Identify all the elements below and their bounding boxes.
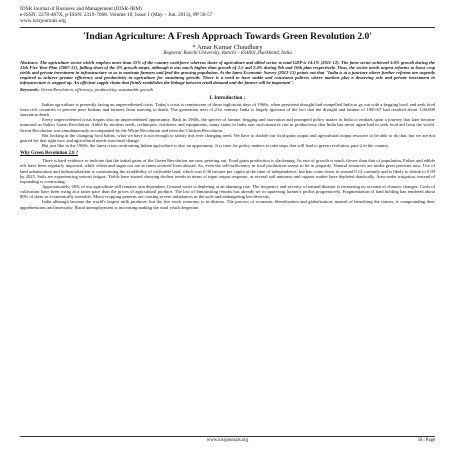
- keywords-text: Green Revolution, efficiency, productivity, sustainable growth: [40, 86, 153, 92]
- paper-title: 'Indian Agriculture: A Fresh Approach Towards Green Revolution 2.0': [82, 30, 372, 42]
- section-heading-introduction: I. Introduction :: [209, 94, 246, 101]
- keywords: [20, 87, 435, 92]
- abstract-text: The agriculture sector which employs more than 55% of the country workforce whereas share of agriculture and allied sector to total GDP is 14.1% (2011-12). The farm sector achieved 3.6% growth during the 11th Five Year Plan (2007-12), falling short of the 4% growth target, although it was much higher than growth of 2.5 and 2.4% during 9th and 10th plan respectively. Thus, the sector needs urgent reforms to boost crop yields and private investment in infrastructure so as to motivate farmers and feed the growing population. At the latest Economic Survey (2012-13) points out that "India is at a juncture where further reforms are urgently required to achieve greater efficiency and productivity in agriculture for sustaining growth. There is a need to have stable and consistent policies where markets play a deserving role and private investment in infrastructure is stepped up. An efficient supply chain that firmly establishes the linkage between retail demand and the farmer will be important".: [20, 59, 435, 86]
- abstract-label: Abstract:: [20, 59, 39, 65]
- intro-paragraph: Indian agriculture is presently facing an unprecedented crisis. Today's crisis is reminiscent of those inglorious days of 1960s, when persistent drought had compelled India to go out with a begging bowl and seek food from rich countries to prevent poor Indians and farmers from starving to death. The generation next of 21st century, India is largely ignorant of the fact that the drought and famine of 1965-67 had resulted about 1,00,000 starvation death.: [20, 101, 435, 118]
- footer-website[interactable]: www.iosrjournals.org: [206, 438, 249, 443]
- keywords-label: Keywords:: [20, 86, 40, 92]
- header-divider: [20, 27, 435, 28]
- journal-website[interactable]: www.iosrjournals.org: [20, 18, 66, 25]
- journal-name: IOSR Journal of Business and Management (IOSR-JBM): [20, 6, 142, 12]
- intro-paragraph: But looking at the changing food habits, what we have is not enough to satisfy this ever changing need. We have to double our food grain output and agricultural output resource to be able to do that, but we are not geared for that right now and agricultural needs structural change.: [20, 132, 435, 143]
- issn-line: e-ISSN: 2278-487X, p-ISSN: 2319-7668. Volume 10, Issue 1 (May. - Jun. 2013), PP 50-57: [20, 12, 213, 19]
- abstract: [20, 60, 435, 86]
- author-affiliation: Registrar Ranchi University, Ranchi – 834001,Jharkhand, India: [163, 50, 292, 56]
- why-paragraph: There is hard evidence to indicate that the initial gains of the Green Revolution are now petering out. Food grain production is slackening. Its rate of growth is much slower than that of population. Pulses and edible oils have been regularly imported, while wheat and sugar too are at times sourced from abroad. So, even the self-sufficiency in food production seems to be in jeopardy. Natural resources are under great pressure now. Use of land urbanization and industrialization is constraining the availability of cultivable land, which was 0.36 hectare per capita at the time of independence, but has come down to around 0.12 currently and is likely to shrink to 0.09 by 2025. Soils are experiencing serious fatigue. Yields have started showing decline trends in terms of input output response, as several soil nutrients and organic matter have depleted drastically. Area under irrigation, instead of expanding is contracting.: [20, 158, 435, 184]
- intro-paragraph: Every unprecedented crisis begins also an unprecedented opportunity. Back in 1960s, the specter of famine, begging and starvation and prompted policy maker in India to embark upon a journey that later became immortal as India's Green Revolution. Aided by modern seeds, techniques, fertilizers and equipments, many states in India saw such massive rise in productivity that India has never again had to seek food aid from the world. Green Revolution was simultaneously accompanied by the White Revolution and even the Chicken Revolution.: [20, 117, 435, 133]
- page-number: 50 | Page: [417, 438, 435, 443]
- page-footer: [20, 436, 435, 446]
- section-heading-why-green-revolution: Why Green Revolution 2.0 ?: [20, 151, 79, 157]
- why-paragraph: Approximately, 60% of our agriculture still remains rain dependent. Ground water is depleting at an alarming rate. The frequency and severity of natural disaster is increasing on account of climatic changes. Costs of cultivation have been rising at a faster pace than the prices of agricultural produce. The law of diminishing returns has already set in squeezing farmer's profits progressively. Fragmentation of land holding has rendered about 80% of them as economically unviable. Mono cropping patterns are causing severe imbalances in the soils and endangering bio-diversity.: [20, 183, 435, 200]
- why-paragraph: India although became the world's largest milk producer, but the live stock economy is in distress. The process of economic liberalization and globalization, instead of benefiting the farmer, is compounding their apprehensions and insecurity. Rural unemployment is increasing making the rural youth desperate.: [20, 199, 435, 210]
- intro-paragraph: But just like in the 1960s, the latest crisis confronting Indian agriculture is also an opportunity. It is time for policy makers to take steps that will lead to green revolution, part-2 in the country.: [42, 143, 390, 149]
- author-name: * Amar Kumar Chaudhary: [192, 43, 263, 51]
